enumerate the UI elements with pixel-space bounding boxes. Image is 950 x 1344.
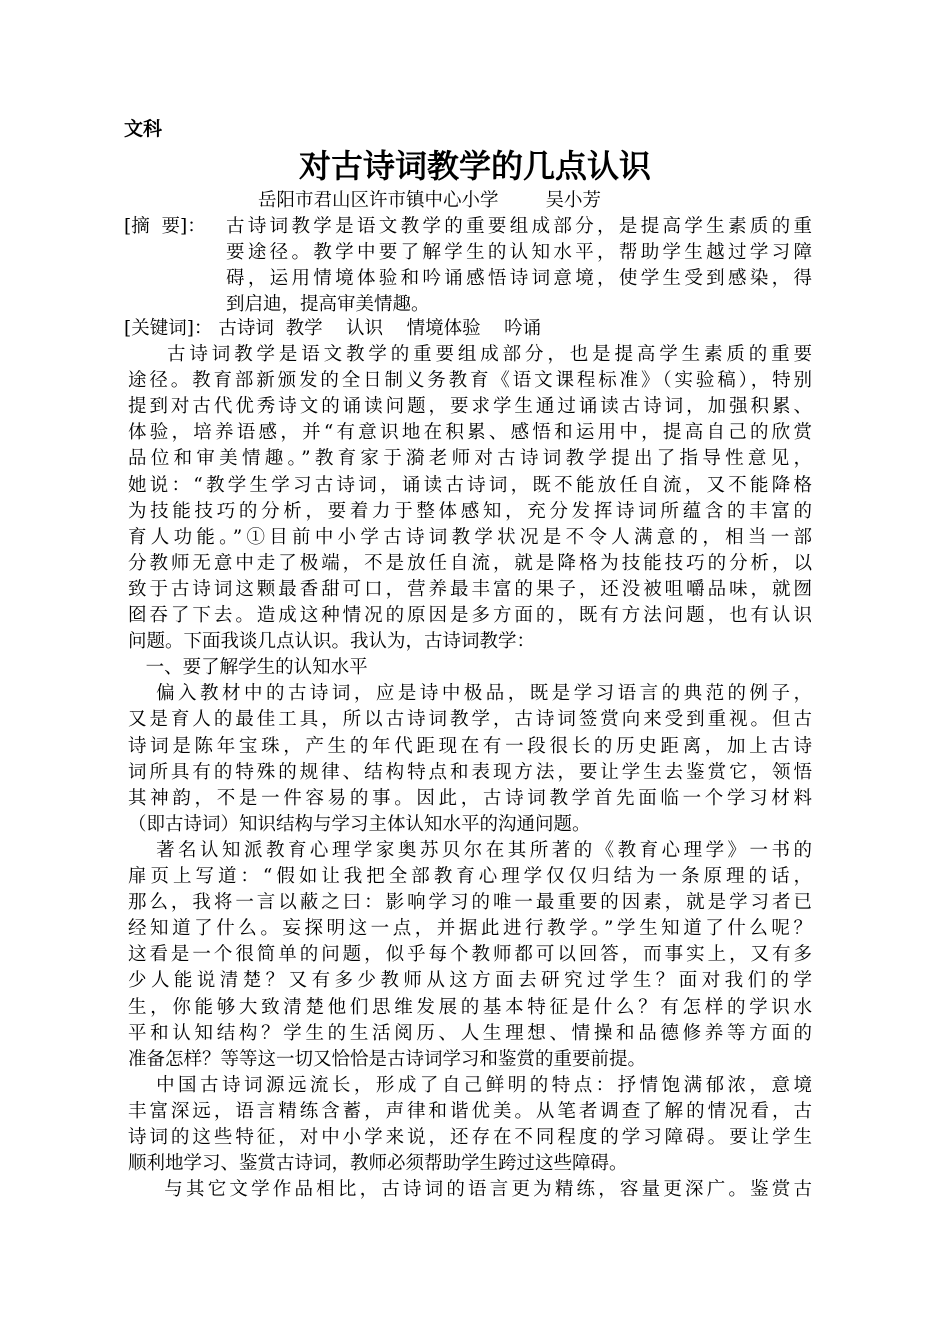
- body-line: 那么，我将一言以蔽之曰：影响学习的唯一最重要的因素，就是学习者已: [128, 892, 812, 914]
- body-line: 诗词是陈年宝珠，产生的年代距现在有一段很长的历史距离，加上古诗: [128, 735, 812, 757]
- body-line: 育人功能。”①目前中小学古诗词教学状况是不令人满意的，相当一部: [128, 526, 812, 548]
- body-line: 囵吞了下去。造成这种情况的原因是多方面的，既有方法问题，也有认识: [128, 605, 812, 626]
- body-line: 提到对古代优秀诗文的诵读问题，要求学生通过诵读古诗词，加强积累、: [128, 396, 812, 418]
- body-line: 中国古诗词源远流长，形成了自己鲜明的特点：抒情饱满郁浓，意境: [128, 1074, 812, 1096]
- body-line: 问题。下面我谈几点认识。我认为，古诗词教学：: [128, 631, 536, 653]
- body-line: 她说：“教学生学习古诗词，诵读古诗词，既不能放任自流，又不能降格: [128, 474, 812, 496]
- body-line: 体验，培养语感，并“有意识地在积累、感悟和运用中，提高自己的欣赏: [128, 422, 812, 444]
- abstract-line: 要途径。教学中要了解学生的认知水平，帮助学生越过学习障: [226, 242, 812, 263]
- body-line: 扉页上写道：“假如让我把全部教育心理学仅仅归结为一条原理的话，: [128, 866, 812, 887]
- body-line: 这看是一个很简单的问题，似乎每个教师都可以回答，而事实上，又有多: [128, 944, 812, 966]
- body-line: 偏入教材中的古诗词，应是诗中极品，既是学习语言的典范的例子，: [128, 683, 812, 705]
- body-line: 品位和审美情趣。”教育家于漪老师对古诗词教学提出了指导性意见，: [128, 448, 812, 470]
- section-heading: 一、要了解学生的认知水平: [128, 657, 368, 679]
- body-line: 生，你能够大致清楚他们思维发展的基本特征是什么？有怎样的学识水: [128, 996, 812, 1018]
- body-line: 古诗词教学是语文教学的重要组成部分，也是提高学生素质的重要: [128, 344, 812, 365]
- body-line: 平和认知结构？学生的生活阅历、人生理想、情操和品德修养等方面的: [128, 1022, 812, 1044]
- abstract-line: 碍，运用情境体验和吟诵感悟诗词意境，使学生受到感染，得: [226, 268, 812, 289]
- abstract-line: 到启迪，提高审美情趣。: [226, 294, 430, 315]
- body-line: 其神韵，不是一件容易的事。因此，古诗词教学首先面临一个学习材料: [128, 787, 812, 809]
- category-label: 文科: [124, 118, 163, 140]
- body-line: 著名认知派教育心理学家奥苏贝尔在其所著的《教育心理学》一书的: [128, 839, 812, 861]
- body-line: 顺利地学习、鉴赏古诗词，教师必须帮助学生跨过这些障碍。: [128, 1153, 628, 1175]
- body-line: 诗词的这些特征，对中小学来说，还存在不同程度的学习障碍。要让学生: [128, 1127, 812, 1148]
- body-line: （即古诗词）知识结构与学习主体认知水平的沟通问题。: [128, 813, 591, 835]
- body-line: 又是育人的最佳工具，所以古诗词教学，古诗词签赏向来受到重视。但古: [128, 709, 812, 731]
- body-line: 丰富深远，语言精练含蓄，声律和谐优美。从笔者调查了解的情况看，古: [128, 1100, 812, 1122]
- body-line: 途径。教育部新颁发的全日制义务教育《语文课程标准》（实验稿），特别: [128, 370, 812, 392]
- body-line: 致于古诗词这颗最香甜可口，营养最丰富的果子，还没被咀嚼品味，就囫: [128, 578, 812, 600]
- body-line: 分教师无意中走了极端，不是放任自流，就是降格为技能技巧的分析，以: [128, 552, 812, 574]
- keywords-line: [关键词]： 古诗词 教学 认识 情境体验 吟诵: [124, 318, 542, 339]
- document-title: 对古诗词教学的几点认识: [298, 147, 651, 185]
- body-line: 经知道了什么。妄探明这一点，并据此进行教学。”学生知道了什么呢？: [128, 918, 812, 940]
- body-line: 词所具有的特殊的规律、结构特点和表现方法，要让学生去鉴赏它，领悟: [128, 761, 812, 783]
- body-line: 为技能技巧的分析，要着力于整体感知，充分发挥诗词所蕴含的丰富的: [128, 500, 812, 522]
- abstract-line: 古诗词教学是语文教学的重要组成部分，是提高学生素质的重: [226, 216, 812, 237]
- body-line: 准备怎样？等等这一切又恰恰是古诗词学习和鉴赏的重要前提。: [128, 1048, 647, 1070]
- abstract-label: [摘 要]：: [124, 216, 206, 237]
- body-line: 与其它文学作品相比，古诗词的语言更为精练，容量更深广。鉴赏古: [128, 1179, 812, 1201]
- author-line: 岳阳市君山区许市镇中心小学 吴小芳: [258, 190, 602, 211]
- body-line: 少人能说清楚？又有多少教师从这方面去研究过学生？面对我们的学: [128, 970, 812, 992]
